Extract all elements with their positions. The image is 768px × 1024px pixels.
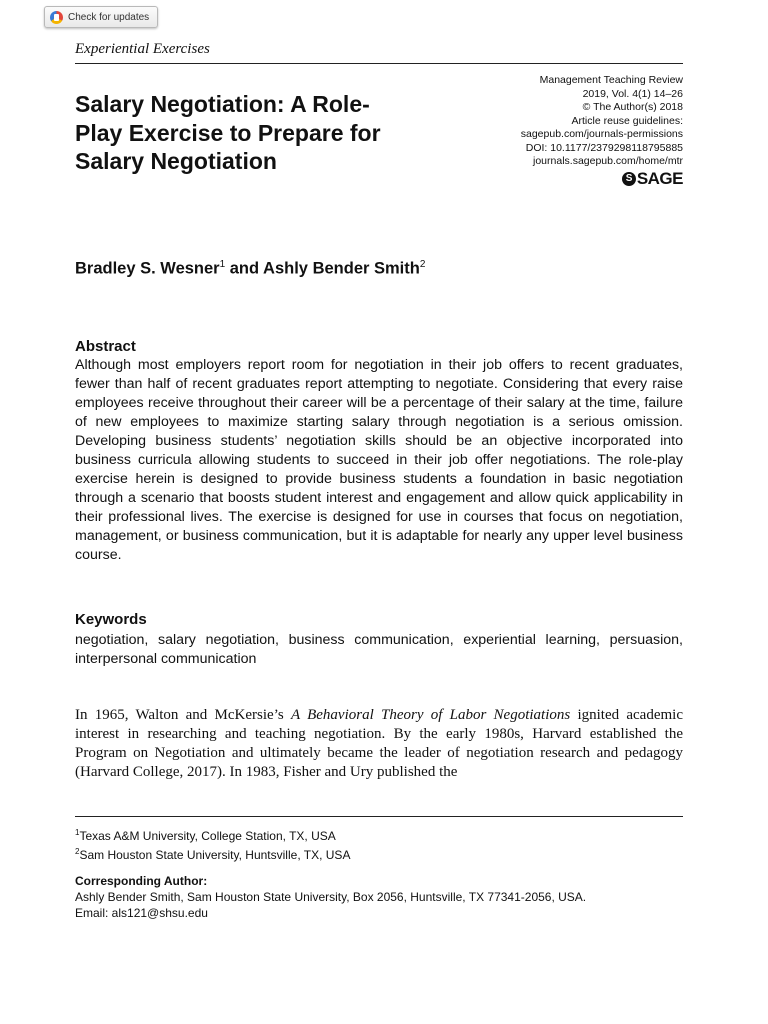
corresponding-author-heading: Corresponding Author: bbox=[75, 874, 208, 888]
affiliation-2 bbox=[75, 844, 683, 863]
crossmark-icon bbox=[50, 11, 63, 24]
affiliation-1-number: 1 bbox=[75, 828, 80, 837]
sage-logo-icon: S bbox=[622, 172, 636, 186]
reuse-link[interactable]: sagepub.com/journals-permissions bbox=[520, 128, 683, 140]
reuse-label: Article reuse guidelines: bbox=[571, 114, 683, 127]
section-label: Experiential Exercises bbox=[75, 41, 210, 57]
header-divider bbox=[75, 63, 683, 64]
body-text-part-2: ignited academic interest in researching and teaching negotiation. By the early 1980s, Harvard established the Program on Negotiation and ultimately became the leader of negotiation research and pedagogy (Harvard College, 2017). In 1983, Fisher and Ury published the bbox=[75, 707, 683, 780]
publisher-logo bbox=[521, 168, 683, 188]
footnote-divider bbox=[75, 816, 683, 817]
author-joiner: and bbox=[225, 259, 264, 278]
footnotes bbox=[75, 825, 683, 921]
publisher-name: SAGE bbox=[636, 168, 683, 188]
abstract-heading: Abstract bbox=[75, 338, 136, 355]
author-2-affiliation: 2 bbox=[419, 259, 426, 270]
keywords-text: negotiation, salary negotiation, business communication, experiential learning, persuasion, interpersonal communication bbox=[75, 632, 683, 667]
corresponding-author-email[interactable]: Email: als121@shsu.edu bbox=[75, 906, 208, 920]
abstract-text: Although most employers report room for negotiation in their job offers to recent graduates, fewer than half of recent graduates report attempting to negotiate. Considering that every raise employees receive throughout their career will be a percentage of their salary at the time, failure of new employees to maximize starting salary through negotiation is a serious omission. Developing business students’ negotiation skills should be an objective incorporated into business curricula allowing students to succeed in their job offer negotiations. The role-play exercise herein is designed to provide business students a foundation in basic negotiation through a scenario that boosts student interest and engagement and allow quick applicability in their professional lives. The exercise is designed for use in courses that focus on negotiation, management, or business communication, but it is adaptable for nearly any upper level business course. bbox=[75, 357, 683, 563]
affiliation-2-number: 2 bbox=[75, 847, 80, 856]
author-2: Ashly Bender Smith bbox=[263, 259, 420, 278]
article-title: Salary Negotiation: A Role-Play Exercise to Prepare for Salary Negotiation bbox=[75, 91, 381, 174]
keywords-heading: Keywords bbox=[75, 611, 147, 628]
journal-volume: 2019, Vol. 4(1) 14–26 bbox=[582, 87, 683, 100]
affiliation-1-text: Texas A&M University, College Station, TX, USA bbox=[79, 829, 336, 843]
author-list bbox=[75, 259, 425, 279]
author-1-affiliation: 1 bbox=[219, 259, 226, 270]
affiliation-1 bbox=[75, 825, 683, 844]
author-1: Bradley S. Wesner bbox=[75, 259, 220, 278]
journal-link[interactable]: journals.sagepub.com/home/mtr bbox=[533, 155, 683, 167]
copyright: © The Author(s) 2018 bbox=[582, 101, 683, 113]
book-title: A Behavioral Theory of Labor Negotiations bbox=[290, 707, 571, 723]
corresponding-author-address: Ashly Bender Smith, Sam Houston State University, Box 2056, Huntsville, TX 77341-2056, USA. bbox=[75, 890, 587, 904]
check-for-updates-label: Check for updates bbox=[68, 11, 150, 23]
body-text-part-1: In 1965, Walton and McKersie’s bbox=[75, 707, 291, 723]
journal-metadata bbox=[521, 74, 683, 186]
doi[interactable]: DOI: 10.1177/2379298118795885 bbox=[525, 141, 683, 154]
journal-name: Management Teaching Review bbox=[539, 74, 683, 86]
check-for-updates-button[interactable] bbox=[44, 6, 158, 28]
affiliation-2-text: Sam Houston State University, Huntsville, TX, USA bbox=[79, 848, 351, 862]
body-paragraph bbox=[75, 706, 683, 782]
